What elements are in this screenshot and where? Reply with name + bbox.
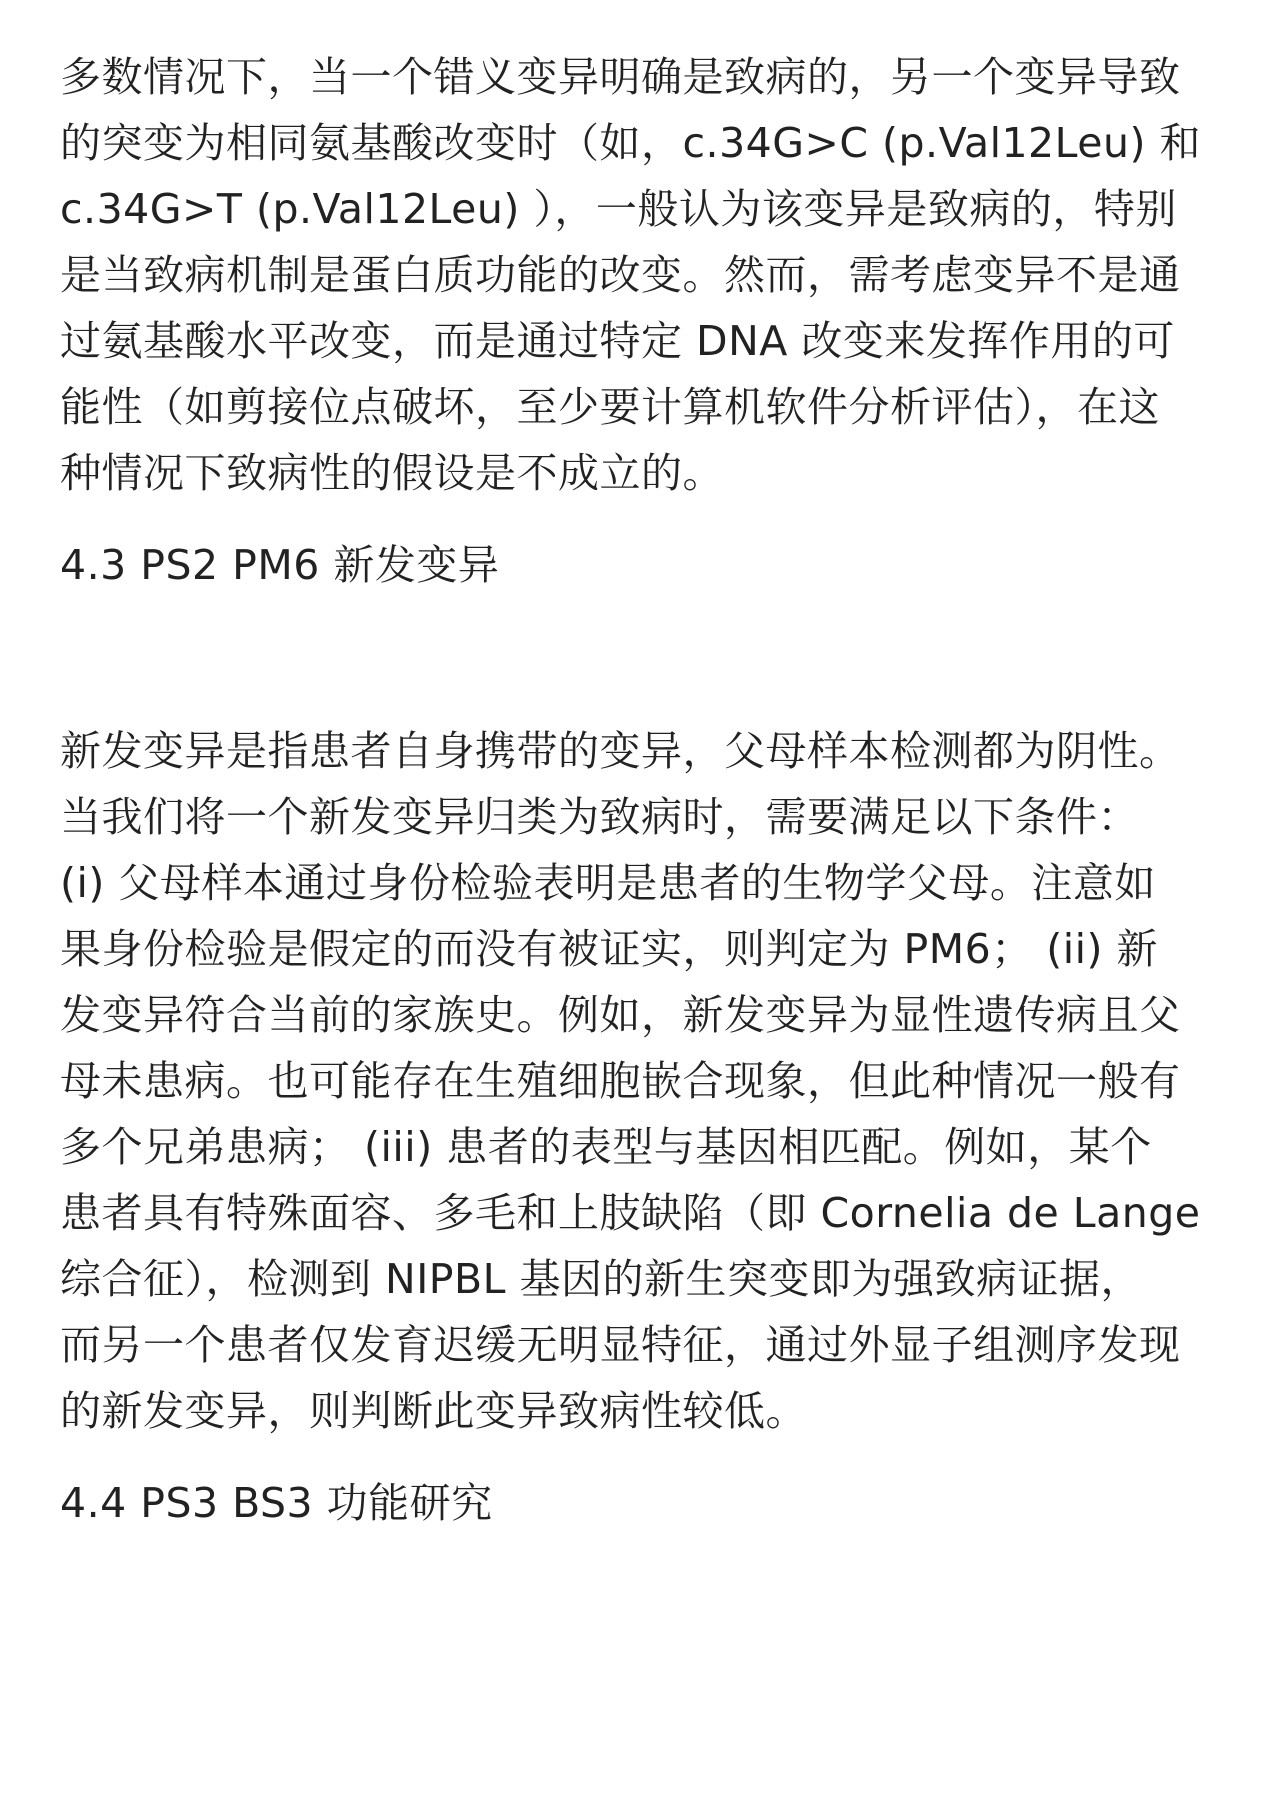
text-line: 综合征），检测到 NIPBL 基因的新生突变即为强致病证据， [60, 1255, 1143, 1303]
text-line: 多个兄弟患病； (iii) 患者的表型与基因相匹配。例如，某个 [60, 1123, 1152, 1171]
text-line: 母未患病。也可能存在生殖细胞嵌合现象，但此种情况一般有 [60, 1057, 1181, 1105]
text-line: c.34G>T (p.Val12Leu) ），一般认为该变异是致病的，特别 [60, 185, 1177, 233]
text-line: 患者具有特殊面容、多毛和上肢缺陷（即 Cornelia de Lange [60, 1189, 1201, 1237]
text-line: 种情况下致病性的假设是不成立的。 [60, 449, 724, 497]
text-line: 多数情况下，当一个错义变异明确是致病的，另一个变异导致 [60, 53, 1181, 101]
paragraph-missense-variants [60, 44, 1232, 506]
section-heading-4-3: 4.3 PS2 PM6 新发变异 [60, 541, 500, 589]
text-line: 能性（如剪接位点破坏，至少要计算机软件分析评估），在这 [60, 383, 1160, 431]
text-line: 的新发变异，则判断此变异致病性较低。 [60, 1387, 807, 1435]
text-line: 的突变为相同氨基酸改变时（如，c.34G>C (p.Val12Leu) 和 [60, 119, 1201, 167]
text-line: 是当致病机制是蛋白质功能的改变。然而，需考虑变异不是通 [60, 251, 1181, 299]
text-line: 过氨基酸水平改变，而是通过特定 DNA 改变来发挥作用的可 [60, 317, 1175, 365]
text-line: 新发变异是指患者自身携带的变异，父母样本检测都为阴性。 [60, 727, 1181, 775]
section-heading-4-4: 4.4 PS3 BS3 功能研究 [60, 1479, 493, 1527]
text-line: 果身份检验是假定的而没有被证实，则判定为 PM6； (ii) 新 [60, 925, 1159, 973]
text-line: 发变异符合当前的家族史。例如，新发变异为显性遗传病且父 [60, 991, 1181, 1039]
text-line: 而另一个患者仅发育迟缓无明显特征，通过外显子组测序发现 [60, 1321, 1181, 1369]
text-line: (i) 父母样本通过身份检验表明是患者的生物学父母。注意如 [60, 859, 1156, 907]
paragraph-de-novo-variants [60, 718, 1232, 1444]
text-line: 当我们将一个新发变异归类为致病时，需要满足以下条件： [60, 793, 1139, 841]
document-body [60, 44, 1232, 1536]
